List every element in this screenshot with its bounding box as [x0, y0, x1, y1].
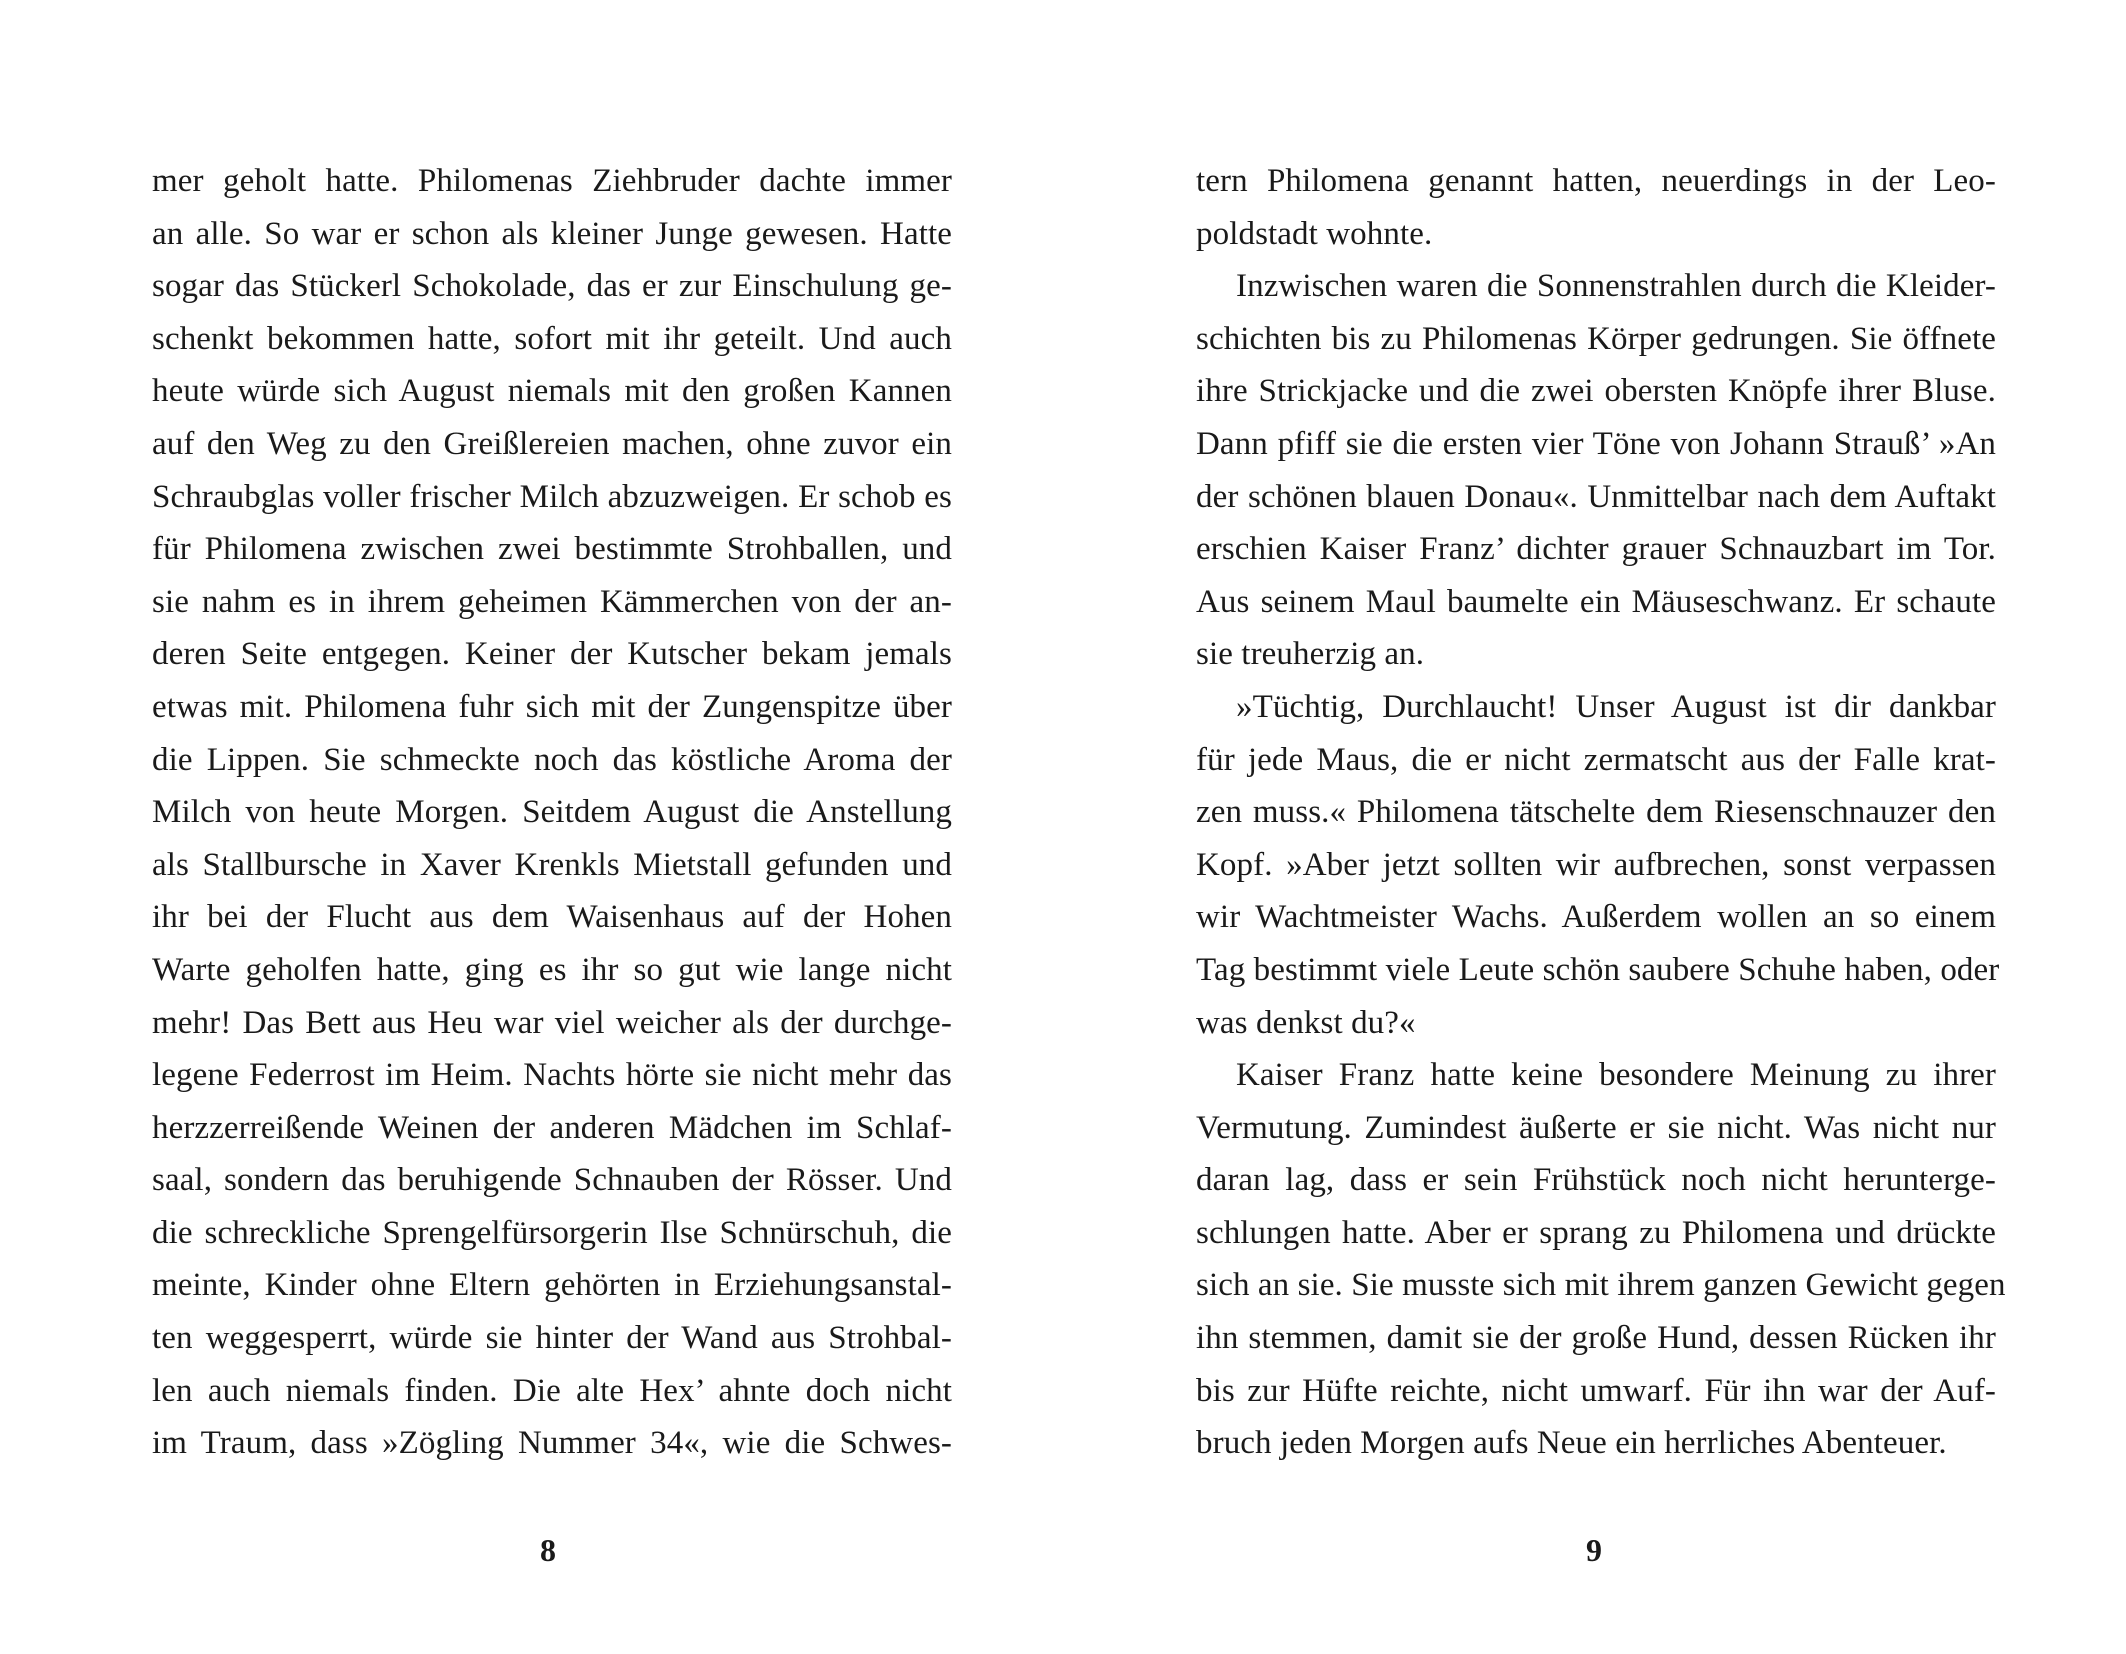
- page-number-right: 9: [1586, 1532, 1602, 1568]
- text-line: sogar das Stückerl Schokolade, das er zur Einschulung ge-: [152, 268, 952, 305]
- text-line: an alle. So war er schon als kleiner Junge gewesen. Hatte: [152, 215, 952, 252]
- text-line: saal, sondern das beruhigende Schnauben der Rösser. Und: [152, 1162, 952, 1199]
- text-line: ihr bei der Flucht aus dem Waisenhaus auf der Hohen: [152, 899, 952, 936]
- text-line: ihn stemmen, damit sie der große Hund, dessen Rücken ihr: [1196, 1320, 1996, 1357]
- text-line: Kopf. »Aber jetzt sollten wir aufbrechen, sonst verpassen: [1196, 846, 1996, 883]
- text-line: Dann pfiff sie die ersten vier Töne von Johann Strauß’ »An: [1196, 425, 1996, 462]
- text-line: mehr! Das Bett aus Heu war viel weicher als der durchge-: [152, 1004, 952, 1041]
- text-line: schenkt bekommen hatte, sofort mit ihr geteilt. Und auch: [152, 320, 952, 357]
- text-line: Schraubglas voller frischer Milch abzuzweigen. Er schob es: [152, 478, 952, 515]
- text-line: schlungen hatte. Aber er sprang zu Philomena und drückte: [1196, 1214, 1996, 1251]
- text-line: len auch niemals finden. Die alte Hex’ ahnte doch nicht: [152, 1372, 952, 1409]
- text-line: deren Seite entgegen. Keiner der Kutscher bekam jemals: [152, 636, 952, 673]
- text-line: Aus seinem Maul baumelte ein Mäuseschwanz. Er schaute: [1196, 583, 1996, 620]
- text-line: die Lippen. Sie schmeckte noch das köstliche Aroma der: [152, 741, 952, 778]
- text-line: Vermutung. Zumindest äußerte er sie nicht. Was nicht nur: [1196, 1109, 1996, 1146]
- text-line: etwas mit. Philomena fuhr sich mit der Zungenspitze über: [152, 688, 952, 725]
- text-line: Inzwischen waren die Sonnenstrahlen durch die Kleider-: [1236, 268, 1996, 305]
- page-number-left: 8: [540, 1532, 556, 1568]
- text-line: schichten bis zu Philomenas Körper gedrungen. Sie öffnete: [1196, 320, 1996, 357]
- text-line: die schreckliche Sprengelfürsorgerin Ilse Schnürschuh, die: [152, 1214, 952, 1251]
- text-line: ihre Strickjacke und die zwei obersten Knöpfe ihrer Bluse.: [1196, 373, 1996, 410]
- text-line: »Tüchtig, Durchlaucht! Unser August ist dir dankbar: [1236, 688, 1996, 725]
- text-line: zen muss.« Philomena tätschelte dem Riesenschnauzer den: [1196, 794, 1996, 831]
- text-line: für Philomena zwischen zwei bestimmte Strohballen, und: [152, 531, 952, 568]
- text-line: legene Federrost im Heim. Nachts hörte sie nicht mehr das: [152, 1057, 952, 1094]
- text-line: Warte geholfen hatte, ging es ihr so gut wie lange nicht: [152, 951, 952, 988]
- right-page: [1063, 0, 2126, 1654]
- text-line: erschien Kaiser Franz’ dichter grauer Schnauzbart im Tor.: [1196, 531, 1996, 568]
- text-line: meinte, Kinder ohne Eltern gehörten in Erziehungsanstal-: [152, 1267, 952, 1304]
- text-line: poldstadt wohnte.: [1196, 215, 1433, 252]
- text-line: Tag bestimmt viele Leute schön saubere Schuhe haben, oder: [1196, 951, 2000, 988]
- left-page-text: [152, 155, 952, 1470]
- right-page-text: [1196, 155, 2006, 1470]
- text-line: herzzerreißende Weinen der anderen Mädchen im Schlaf-: [152, 1109, 952, 1146]
- text-line: tern Philomena genannt hatten, neuerdings in der Leo-: [1196, 163, 1996, 199]
- text-line: was denkst du?«: [1196, 1004, 1416, 1041]
- text-line: mer geholt hatte. Philomenas Ziehbruder dachte immer: [152, 163, 952, 199]
- text-line: bis zur Hüfte reichte, nicht umwarf. Für ihn war der Auf-: [1196, 1372, 1996, 1409]
- text-line: ten weggesperrt, würde sie hinter der Wand aus Strohbal-: [152, 1320, 952, 1357]
- text-line: der schönen blauen Donau«. Unmittelbar nach dem Auftakt: [1196, 478, 1996, 515]
- text-line: heute würde sich August niemals mit den großen Kannen: [152, 373, 952, 410]
- text-line: als Stallbursche in Xaver Krenkls Mietstall gefunden und: [152, 846, 952, 883]
- text-line: sich an sie. Sie musste sich mit ihrem ganzen Gewicht gegen: [1196, 1267, 2006, 1304]
- text-line: sie nahm es in ihrem geheimen Kämmerchen von der an-: [152, 583, 952, 620]
- text-line: wir Wachtmeister Wachs. Außerdem wollen an so einem: [1196, 899, 1996, 936]
- text-line: sie treuherzig an.: [1196, 636, 1425, 673]
- text-line: im Traum, dass »Zögling Nummer 34«, wie die Schwes-: [152, 1425, 952, 1462]
- text-line: Kaiser Franz hatte keine besondere Meinung zu ihrer: [1236, 1057, 1996, 1094]
- text-line: auf den Weg zu den Greißlereien machen, ohne zuvor ein: [152, 425, 952, 462]
- text-line: daran lag, dass er sein Frühstück noch nicht herunterge-: [1196, 1162, 1996, 1199]
- text-line: bruch jeden Morgen aufs Neue ein herrliches Abenteuer.: [1196, 1425, 1947, 1462]
- text-line: Milch von heute Morgen. Seitdem August die Anstellung: [152, 794, 952, 831]
- text-line: für jede Maus, die er nicht zermatscht aus der Falle krat-: [1196, 741, 1996, 778]
